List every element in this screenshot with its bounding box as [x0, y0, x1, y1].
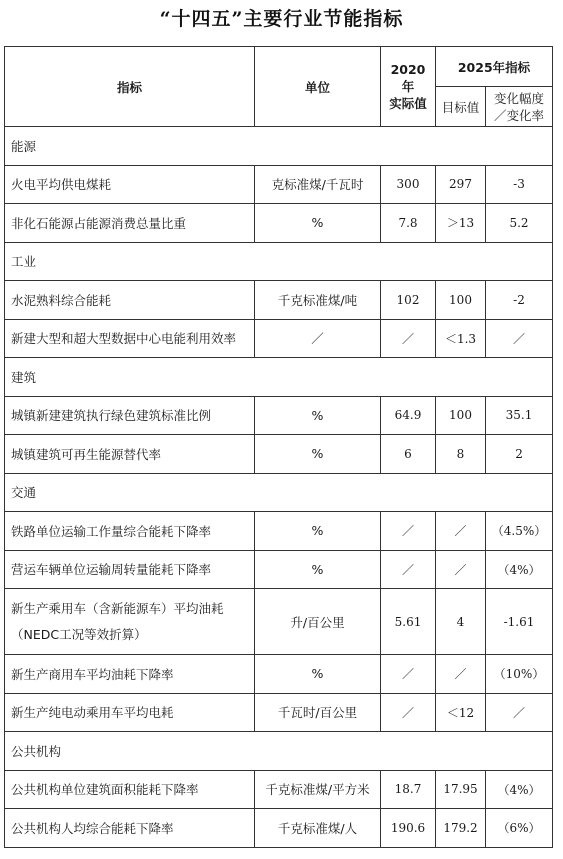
change-cell: ／	[486, 319, 553, 358]
indicator-text: 城镇新建建筑执行绿色建筑标准比例	[11, 408, 212, 424]
table-row	[5, 693, 553, 732]
indicator-text: 水泥熟料综合能耗	[11, 292, 112, 308]
table-body	[5, 127, 553, 848]
target-value-cell: 17.95	[436, 770, 486, 809]
target-value-cell: 297	[436, 165, 486, 204]
indicator-text: 公共机构单位建筑面积能耗下降率	[11, 782, 199, 798]
indicator-cell	[5, 809, 255, 848]
change-cell: 35.1	[486, 396, 553, 435]
table-row	[5, 512, 553, 551]
section-row	[5, 473, 553, 512]
indicator-cell	[5, 204, 255, 243]
header-change-line1: 变化幅度	[494, 90, 545, 106]
change-cell: （6%）	[486, 809, 553, 848]
section-row	[5, 242, 553, 281]
actual-2020-cell: 102	[381, 281, 436, 320]
table-row	[5, 319, 553, 358]
table-row	[5, 550, 553, 589]
change-cell: （4.5%）	[486, 512, 553, 551]
indicator-text: 火电平均供电煤耗	[11, 177, 112, 193]
change-cell: （10%）	[486, 655, 553, 694]
indicator-cell	[5, 550, 255, 589]
indicator-cell	[5, 770, 255, 809]
indicator-text: 城镇建筑可再生能源替代率	[11, 446, 162, 462]
indicator-cell	[5, 435, 255, 474]
indicator-text-line2: （NEDC工况等效折算）	[11, 626, 147, 642]
target-value-cell: 4	[436, 589, 486, 655]
actual-2020-cell: ／	[381, 512, 436, 551]
actual-2020-cell: 18.7	[381, 770, 436, 809]
target-value-cell: 179.2	[436, 809, 486, 848]
header-actual-2020-label: 实际值	[389, 96, 427, 111]
unit-cell: 千克标准煤/人	[255, 809, 381, 848]
change-cell: （4%）	[486, 550, 553, 589]
header-change-line2: ／变化率	[494, 107, 545, 123]
indicator-text: 新生产乘用车（含新能源车）平均油耗	[11, 600, 224, 616]
unit-cell: 千克标准煤/吨	[255, 281, 381, 320]
actual-2020-cell: 64.9	[381, 396, 436, 435]
actual-2020-cell: 7.8	[381, 204, 436, 243]
change-cell: 5.2	[486, 204, 553, 243]
page-title: “十四五”主要行业节能指标	[159, 8, 404, 30]
target-value-cell: ＞13	[436, 204, 486, 243]
unit-cell: %	[255, 655, 381, 694]
actual-2020-cell: 300	[381, 165, 436, 204]
table-row	[5, 165, 553, 204]
unit-cell: 克标准煤/千瓦时	[255, 165, 381, 204]
section-row	[5, 127, 553, 166]
unit-cell: ／	[255, 319, 381, 358]
table-row	[5, 435, 553, 474]
indicator-cell	[5, 589, 255, 655]
table-row	[5, 655, 553, 694]
unit-cell: 千瓦时/百公里	[255, 693, 381, 732]
unit-cell: %	[255, 396, 381, 435]
table-row	[5, 281, 553, 320]
actual-2020-cell: 5.61	[381, 589, 436, 655]
section-title: 工业	[5, 242, 553, 281]
change-cell: （4%）	[486, 770, 553, 809]
indicator-text: 新建大型和超大型数据中心电能利用效率	[11, 331, 237, 347]
target-value-cell: 8	[436, 435, 486, 474]
target-value-cell: 100	[436, 281, 486, 320]
section-row	[5, 358, 553, 397]
indicator-text: 铁路单位运输工作量综合能耗下降率	[11, 523, 212, 539]
change-cell: -1.61	[486, 589, 553, 655]
section-title: 建筑	[5, 358, 553, 397]
target-value-cell: ＜12	[436, 693, 486, 732]
section-title: 交通	[5, 473, 553, 512]
table-row	[5, 589, 553, 655]
target-value-cell: ＜1.3	[436, 319, 486, 358]
target-value-cell: 100	[436, 396, 486, 435]
unit-cell: %	[255, 204, 381, 243]
actual-2020-cell: ／	[381, 693, 436, 732]
indicator-text: 营运车辆单位运输周转量能耗下降率	[11, 562, 212, 578]
indicator-text: 新生产纯电动乘用车平均电耗	[11, 705, 174, 721]
actual-2020-cell: 6	[381, 435, 436, 474]
unit-cell: %	[255, 435, 381, 474]
section-title: 能源	[5, 127, 553, 166]
indicator-cell	[5, 319, 255, 358]
table-row	[5, 809, 553, 848]
header-actual-2020	[381, 47, 436, 127]
header-target-value: 目标值	[436, 87, 486, 127]
indicator-text: 公共机构人均综合能耗下降率	[11, 820, 174, 836]
indicator-text: 新生产商用车平均油耗下降率	[11, 666, 174, 682]
target-value-cell: ／	[436, 512, 486, 551]
indicator-cell	[5, 165, 255, 204]
actual-2020-cell: 190.6	[381, 809, 436, 848]
table-row	[5, 204, 553, 243]
indicator-cell	[5, 281, 255, 320]
unit-cell: %	[255, 512, 381, 551]
actual-2020-cell: ／	[381, 319, 436, 358]
unit-cell: 升/百公里	[255, 589, 381, 655]
header-unit: 单位	[255, 47, 381, 127]
actual-2020-cell: ／	[381, 655, 436, 694]
header-change	[486, 87, 553, 127]
unit-cell: %	[255, 550, 381, 589]
table-row	[5, 770, 553, 809]
change-cell: 2	[486, 435, 553, 474]
change-cell: -2	[486, 281, 553, 320]
indicator-text: 非化石能源占能源消费总量比重	[11, 215, 187, 231]
indicator-cell	[5, 655, 255, 694]
header-indicator: 指标	[5, 47, 255, 127]
actual-2020-cell: ／	[381, 550, 436, 589]
table-row	[5, 396, 553, 435]
header-target-2025: 2025年指标	[436, 47, 553, 87]
change-cell: ／	[486, 693, 553, 732]
indicator-cell	[5, 512, 255, 551]
target-value-cell: ／	[436, 550, 486, 589]
section-title: 公共机构	[5, 732, 553, 771]
target-value-cell: ／	[436, 655, 486, 694]
unit-cell: 千克标准煤/平方米	[255, 770, 381, 809]
indicator-cell	[5, 693, 255, 732]
header-actual-2020-year: 2020年	[390, 62, 426, 94]
table-header	[5, 47, 553, 127]
indicator-cell	[5, 396, 255, 435]
change-cell: -3	[486, 165, 553, 204]
indicator-table	[4, 46, 553, 848]
section-row	[5, 732, 553, 771]
